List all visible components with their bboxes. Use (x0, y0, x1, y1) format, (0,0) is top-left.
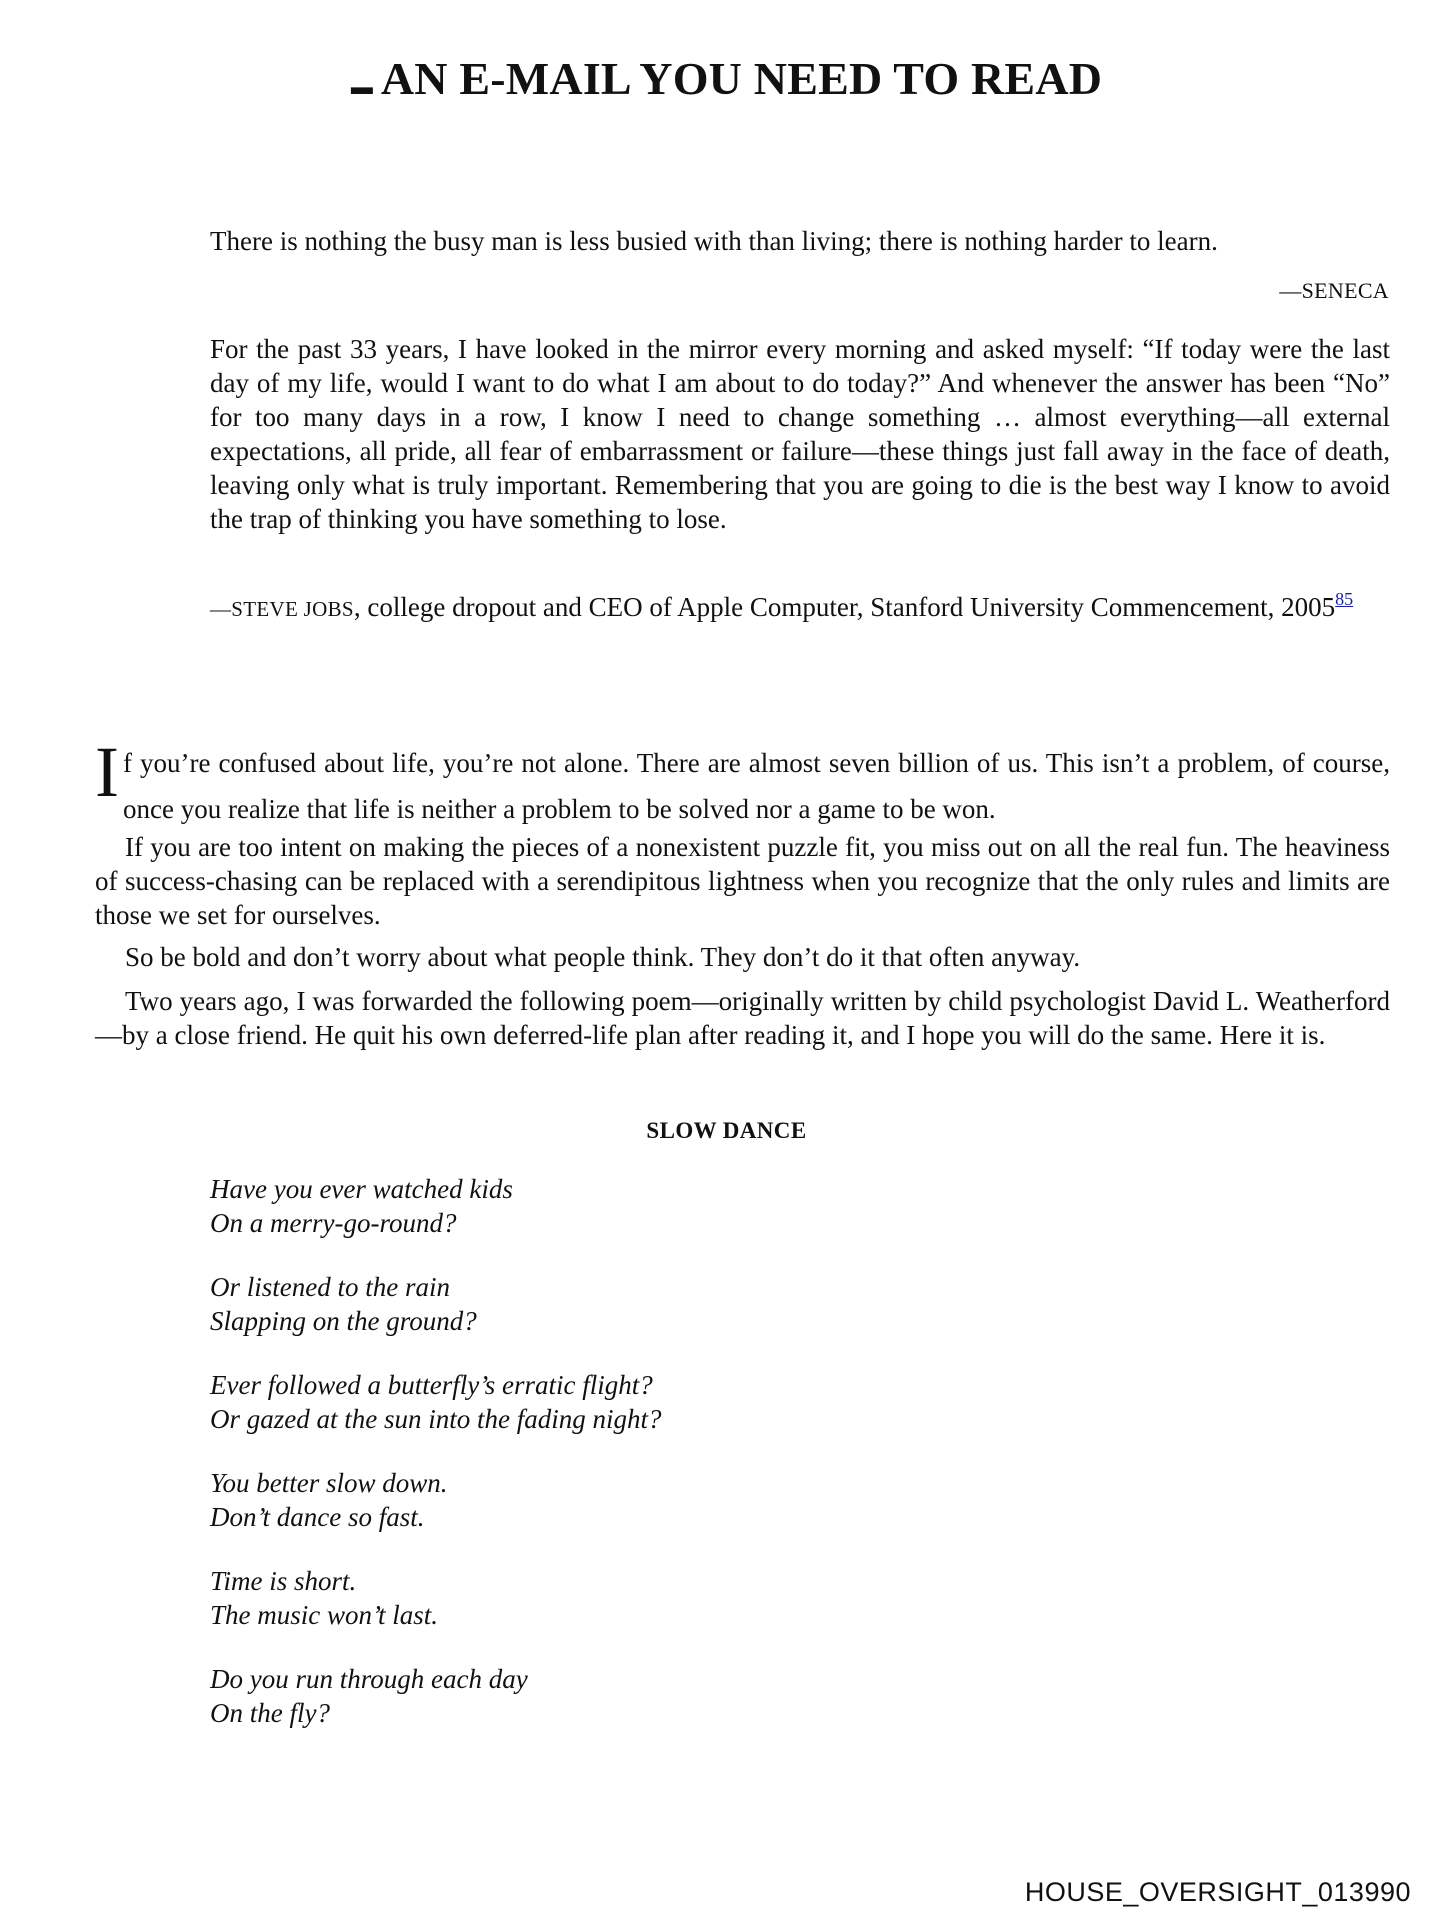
poem-stanza (210, 1172, 662, 1240)
poem-line: On the fly? (210, 1698, 330, 1728)
epigraph-seneca-attribution: —SENECA (1279, 278, 1389, 303)
poem-body (210, 1172, 662, 1760)
poem-line: Slapping on the ground? (210, 1306, 477, 1336)
body-paragraph-1 (95, 732, 1390, 832)
attribution-details: , college dropout and CEO of Apple Computer, Stanford University Commencement, 2005 (353, 592, 1336, 622)
poem-stanza (210, 1662, 662, 1730)
poem-stanza (210, 1466, 662, 1534)
epigraph-seneca-quote: There is nothing the busy man is less busied with than living; there is nothing harder to learn. (210, 226, 1218, 256)
poem-line: Ever followed a butterfly’s erratic flight? (210, 1370, 653, 1400)
body-paragraph-4: Two years ago, I was forwarded the following poem—originally written by child psychologist David L. Weatherford—by a close friend. He quit his own deferred-life plan after reading it, and I hope you will do the same. Here it is. (95, 986, 1390, 1050)
drop-cap: I (95, 732, 119, 812)
heading-marker-icon: ▬ (350, 73, 373, 99)
poem-title: SLOW DANCE (646, 1118, 807, 1143)
poem-line: Don’t dance so fast. (210, 1502, 425, 1532)
epigraph-jobs-quote: For the past 33 years, I have looked in the mirror every morning and asked myself: “If today were the last day of my life, would I want to do what I am about to do today?” And whenever the answer has been “No” for too many days in a row, I know I need to change something … almost everything—all external expectations, all pride, all fear of embarrassment or failure—these things just fall away in the face of death, leaving only what is truly important. Remembering that you are going to die is the best way I know to avoid the trap of thinking you have something to lose. (210, 334, 1390, 534)
poem-stanza (210, 1564, 662, 1632)
poem-stanza (210, 1368, 662, 1436)
poem-line: Or listened to the rain (210, 1272, 450, 1302)
body-paragraph-2: If you are too intent on making the pieces of a nonexistent puzzle fit, you miss out on all the real fun. The heaviness of success-chasing can be replaced with a serendipitous lightness when you recognize that the only rules and limits are those we set for ourselves. (95, 832, 1390, 930)
paragraph-1-text: f you’re confused about life, you’re not alone. There are almost seven billion of us. This isn’t a problem, of course, once you realize that life is neither a problem to be solved nor a game to be won. (122, 748, 1390, 824)
poem-line: Or gazed at the sun into the fading night? (210, 1404, 662, 1434)
poem-line: Have you ever watched kids (210, 1174, 513, 1204)
epigraph-jobs-attribution (210, 578, 1390, 630)
attribution-name: —STEVE JOBS (210, 597, 354, 621)
chapter-title: AN E-MAIL YOU NEED TO READ (380, 53, 1103, 104)
poem-line: You better slow down. (210, 1468, 448, 1498)
poem-line: Time is short. (210, 1566, 357, 1596)
poem-line: The music won’t last. (210, 1600, 439, 1630)
footnote-link[interactable]: 85 (1335, 589, 1354, 609)
bates-number: HOUSE_OVERSIGHT_013990 (1024, 1877, 1411, 1907)
chapter-heading (0, 52, 1453, 105)
poem-line: On a merry-go-round? (210, 1208, 457, 1238)
body-paragraph-3: So be bold and don’t worry about what people think. They don’t do it that often anyway. (125, 942, 1081, 972)
poem-stanza (210, 1270, 662, 1338)
poem-line: Do you run through each day (210, 1664, 528, 1694)
